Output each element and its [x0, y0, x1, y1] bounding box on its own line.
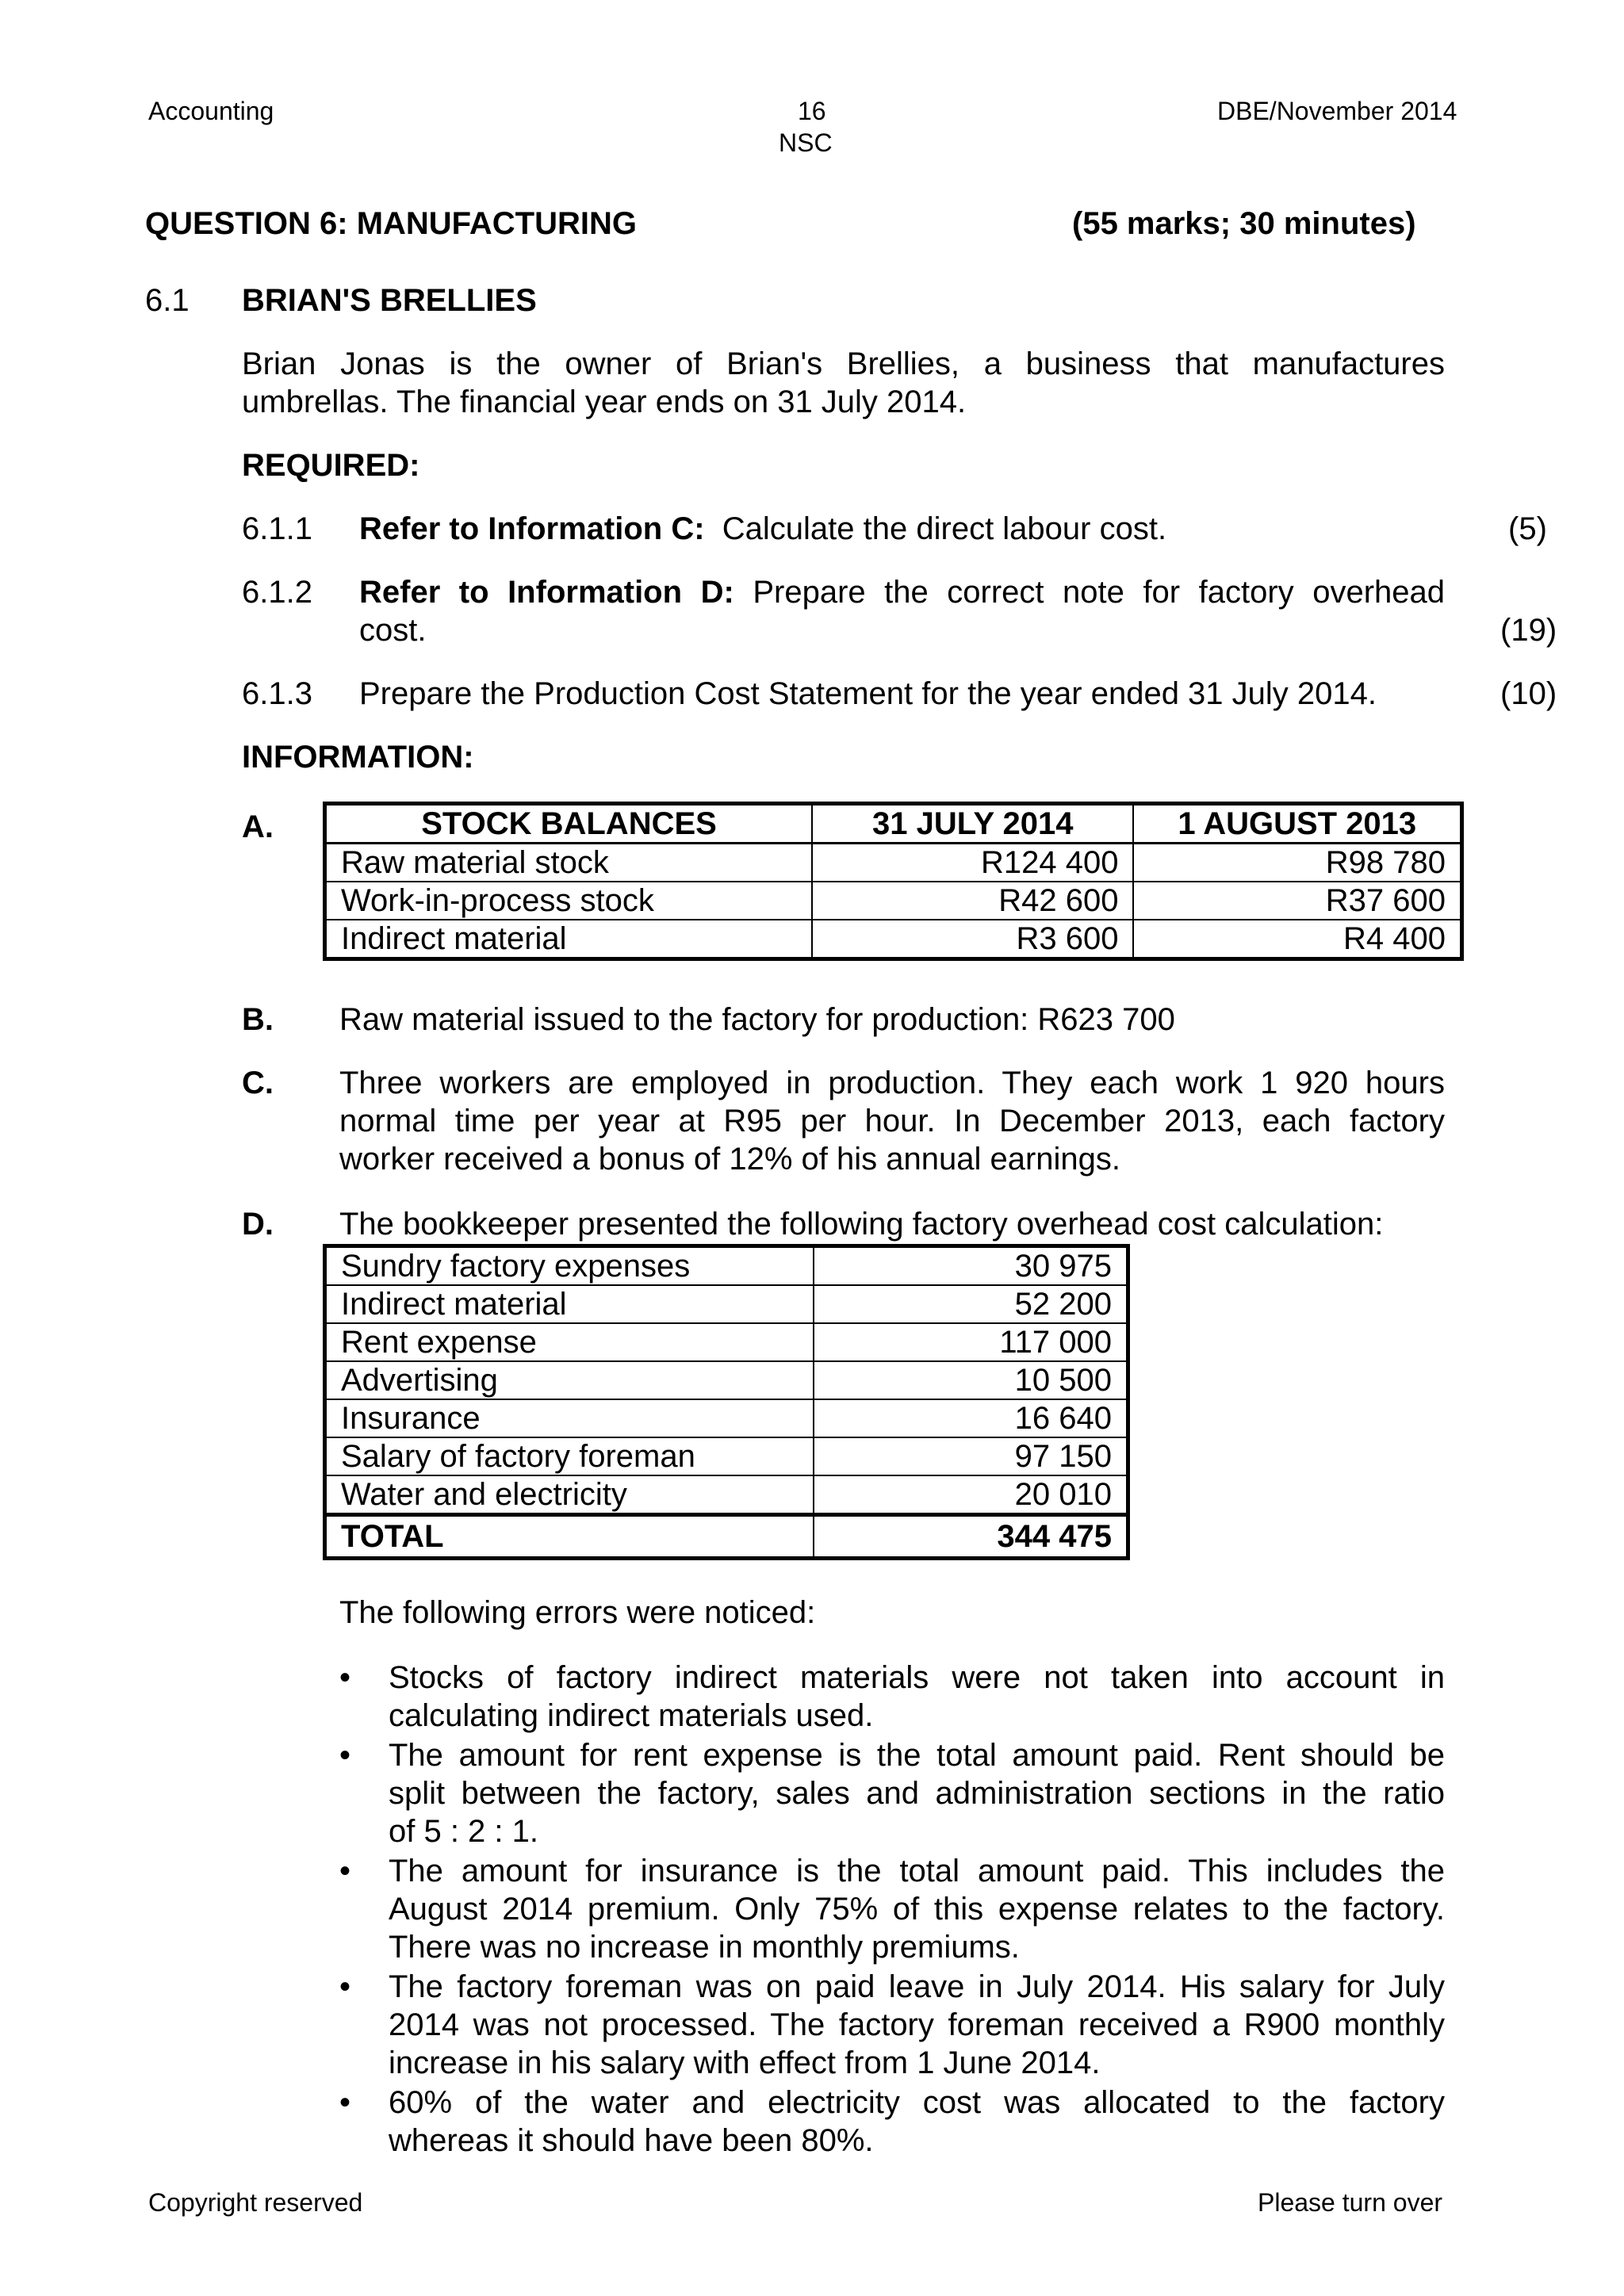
- overhead-row: [325, 1246, 1128, 1286]
- required-item-marks: (10): [1500, 676, 1557, 711]
- overhead-amount: 20 010: [814, 1475, 1128, 1515]
- bullet-icon: •: [339, 1854, 351, 1888]
- overhead-row: [325, 1437, 1128, 1475]
- stock-header-cell: STOCK BALANCES: [325, 804, 813, 844]
- intro-line-1: Brian Jonas is the owner of Brian's Brellies, a business that manufactures: [242, 346, 1445, 381]
- stock-table-header-row: [325, 804, 1462, 844]
- required-item-number: 6.1.2: [242, 575, 312, 610]
- overhead-item: Water and electricity: [325, 1475, 814, 1515]
- info-d-intro: The bookkeeper presented the following factory overhead cost calculation:: [339, 1207, 1384, 1242]
- overhead-total-row: [325, 1515, 1128, 1559]
- required-item-marks: (19): [1500, 613, 1557, 648]
- stock-table-row: [325, 882, 1462, 920]
- header-exam: NSC: [779, 128, 833, 157]
- error-line: 2014 was not processed. The factory foreman received a R900 monthly: [389, 2007, 1445, 2042]
- overhead-row: [325, 1323, 1128, 1361]
- overhead-amount: 52 200: [814, 1285, 1128, 1323]
- overhead-item: Insurance: [325, 1399, 814, 1437]
- required-item-number: 6.1.3: [242, 676, 312, 711]
- info-c-line-2: normal time per year at R95 per hour. In December 2013, each factory: [339, 1104, 1445, 1138]
- error-line: The amount for rent expense is the total amount paid. Rent should be: [389, 1738, 1445, 1773]
- bullet-icon: •: [339, 1660, 351, 1695]
- overhead-amount: 30 975: [814, 1246, 1128, 1286]
- overhead-total-label: TOTAL: [325, 1515, 814, 1559]
- overhead-item: Advertising: [325, 1361, 814, 1399]
- required-item-body: Prepare the correct note for factory overhead: [753, 575, 1446, 610]
- overhead-total-value: 344 475: [814, 1515, 1128, 1559]
- overhead-row: [325, 1399, 1128, 1437]
- required-item-body: Calculate the direct labour cost.: [722, 511, 1167, 546]
- question-marks: (55 marks; 30 minutes): [1072, 206, 1416, 241]
- required-item-marks: (5): [1508, 511, 1547, 546]
- errors-intro: The following errors were noticed:: [339, 1595, 816, 1630]
- stock-item: Indirect material: [325, 920, 813, 959]
- overhead-item: Rent expense: [325, 1323, 814, 1361]
- header-page-number: 16: [798, 97, 826, 125]
- stock-item: Raw material stock: [325, 844, 813, 882]
- error-line: 60% of the water and electricity cost was allocated to the factory: [389, 2085, 1445, 2120]
- bullet-icon: •: [339, 2085, 351, 2120]
- error-line: whereas it should have been 80%.: [389, 2123, 874, 2158]
- stock-value-2014: R124 400: [812, 844, 1133, 882]
- overhead-item: Indirect material: [325, 1285, 814, 1323]
- info-b-text: Raw material issued to the factory for production: R623 700: [339, 1002, 1175, 1037]
- information-heading: INFORMATION:: [242, 740, 474, 775]
- stock-table-row: [325, 844, 1462, 882]
- info-c-label: C.: [242, 1066, 274, 1100]
- header-publisher: DBE/November 2014: [1217, 97, 1457, 125]
- info-d-label: D.: [242, 1207, 274, 1242]
- error-line: There was no increase in monthly premiums.: [389, 1930, 1020, 1965]
- stock-table-row: [325, 920, 1462, 959]
- overhead-item: Salary of factory foreman: [325, 1437, 814, 1475]
- error-line: of 5 : 2 : 1.: [389, 1814, 539, 1849]
- overhead-row: [325, 1475, 1128, 1515]
- info-c-line-3: worker received a bonus of 12% of his annual earnings.: [339, 1142, 1121, 1177]
- overhead-item: Sundry factory expenses: [325, 1246, 814, 1286]
- error-line: August 2014 premium. Only 75% of this expense relates to the factory.: [389, 1892, 1445, 1927]
- error-line: Stocks of factory indirect materials were not taken into account in: [389, 1660, 1445, 1695]
- error-line: The amount for insurance is the total amount paid. This includes the: [389, 1854, 1445, 1888]
- intro-line-2: umbrellas. The financial year ends on 31 July 2014.: [242, 385, 967, 419]
- required-heading: REQUIRED:: [242, 448, 420, 483]
- stock-header-cell: 31 JULY 2014: [812, 804, 1133, 844]
- error-line: calculating indirect materials used.: [389, 1698, 874, 1733]
- stock-balances-table: [323, 802, 1464, 961]
- required-item-bold: Refer to Information D:: [359, 575, 734, 610]
- overhead-row: [325, 1361, 1128, 1399]
- required-item-continuation: cost.: [359, 613, 427, 648]
- footer-copyright: Copyright reserved: [148, 2188, 363, 2217]
- overhead-row: [325, 1285, 1128, 1323]
- stock-value-2013: R4 400: [1133, 920, 1461, 959]
- stock-item: Work-in-process stock: [325, 882, 813, 920]
- overhead-cost-table: [323, 1244, 1130, 1560]
- required-item-text: Prepare the Production Cost Statement for the year ended 31 July 2014.: [359, 676, 1377, 711]
- info-a-label: A.: [242, 809, 274, 844]
- error-line: split between the factory, sales and administration sections in the ratio: [389, 1776, 1445, 1811]
- stock-value-2013: R98 780: [1133, 844, 1461, 882]
- section-number: 6.1: [145, 283, 190, 318]
- required-item-text: [359, 573, 1445, 611]
- required-item-number: 6.1.1: [242, 511, 312, 546]
- overhead-amount: 16 640: [814, 1399, 1128, 1437]
- required-item-text: [359, 510, 1166, 548]
- stock-header-cell: 1 AUGUST 2013: [1133, 804, 1461, 844]
- stock-value-2014: R42 600: [812, 882, 1133, 920]
- info-b-label: B.: [242, 1002, 274, 1037]
- required-item-bold: Refer to Information C:: [359, 511, 705, 546]
- bullet-icon: •: [339, 1738, 351, 1773]
- question-title: QUESTION 6: MANUFACTURING: [145, 206, 637, 241]
- overhead-amount: 117 000: [814, 1323, 1128, 1361]
- header-subject: Accounting: [148, 97, 274, 125]
- overhead-amount: 10 500: [814, 1361, 1128, 1399]
- footer-turn-over: Please turn over: [1258, 2188, 1443, 2217]
- section-title: BRIAN'S BRELLIES: [242, 283, 537, 318]
- error-line: increase in his salary with effect from 1 June 2014.: [389, 2045, 1101, 2080]
- info-c-line-1: Three workers are employed in production. They each work 1 920 hours: [339, 1066, 1445, 1100]
- stock-value-2014: R3 600: [812, 920, 1133, 959]
- overhead-amount: 97 150: [814, 1437, 1128, 1475]
- bullet-icon: •: [339, 1969, 351, 2004]
- error-line: The factory foreman was on paid leave in July 2014. His salary for July: [389, 1969, 1445, 2004]
- stock-value-2013: R37 600: [1133, 882, 1461, 920]
